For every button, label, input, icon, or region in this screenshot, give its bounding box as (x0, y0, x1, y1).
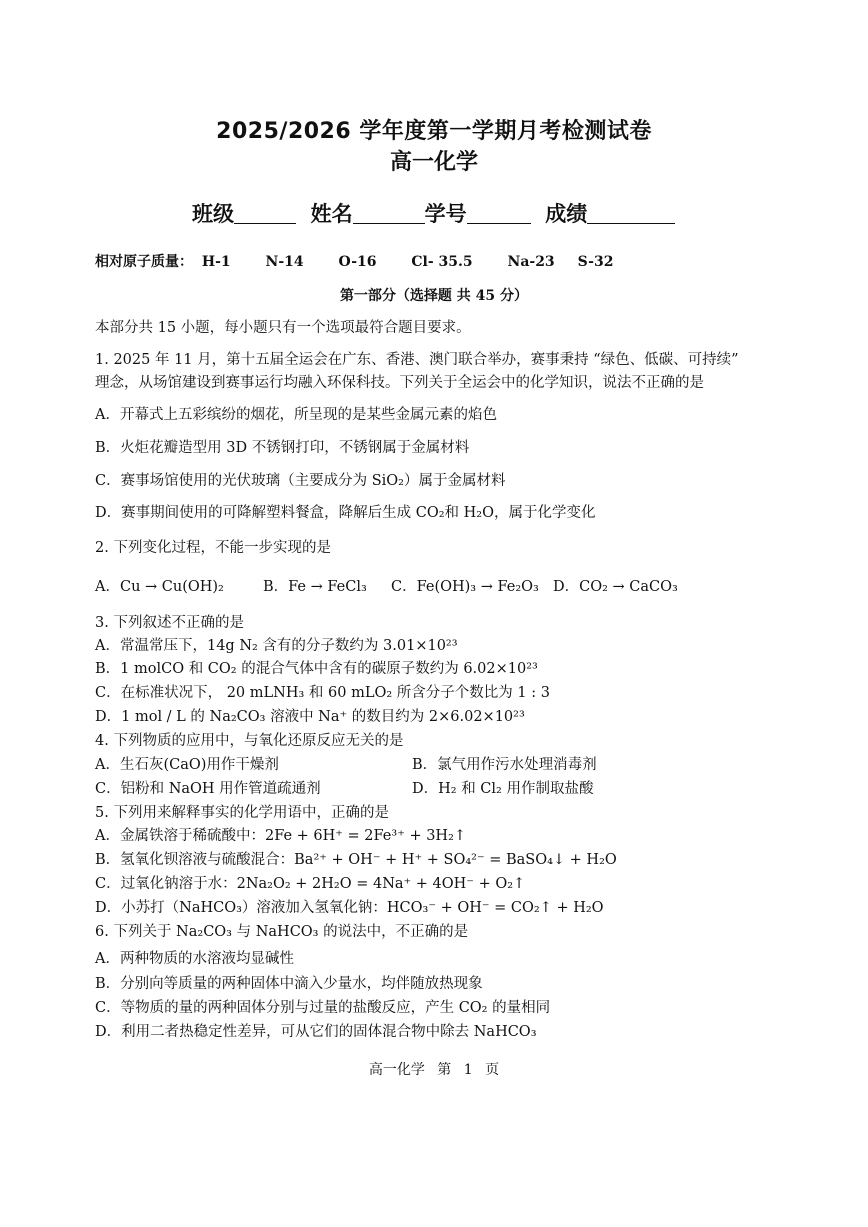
q3-option-b: B．1 molCO 和 CO₂ 的混合气体中含有的碳原子数约为 6.02×10²³ (95, 661, 538, 677)
q5-option-a: A．金属铁溶于稀硫酸中：2Fe + 6H⁺ = 2Fe³⁺ + 3H₂↑ (95, 828, 467, 844)
q3-option-a: A．常温常压下，14g N₂ 含有的分子数约为 3.01×10²³ (95, 638, 458, 654)
q1-option-a: A．开幕式上五彩缤纷的烟花，所呈现的是某些金属元素的焰色 (95, 407, 497, 423)
q4-option-c: C．铝粉和 NaOH 用作管道疏通剂 (95, 781, 321, 797)
atomic-mass-item: Na-23 (507, 254, 555, 270)
student-id-label: 学号 (424, 202, 467, 226)
name-label: 姓名 (310, 202, 353, 226)
atomic-mass-item: S-32 (577, 254, 614, 270)
atomic-masses-label: 相对原子质量： (95, 254, 193, 270)
page-footer: 高一化学 第 1 页 (368, 1062, 500, 1078)
q4-row1 (95, 755, 597, 775)
exam-subject: 高一化学 (389, 150, 478, 175)
atomic-mass-item: Cl- 35.5 (411, 254, 473, 270)
q1-option-b: B．火炬花瓣造型用 3D 不锈钢打印，不锈钢属于金属材料 (95, 440, 470, 456)
q1-option-c: C．赛事场馆使用的光伏玻璃（主要成分为 SiO₂）属于金属材料 (95, 473, 506, 489)
q2-stem: 2. 下列变化过程，不能一步实现的是 (95, 540, 331, 556)
q5-option-c: C．过氧化钠溶于水：2Na₂O₂ + 2H₂O = 4Na⁺ + 4OH⁻ + O₂↑ (95, 876, 526, 892)
q6-option-a: A．两种物质的水溶液均显碱性 (95, 951, 294, 967)
q4-row2 (95, 779, 594, 799)
q2-options (95, 577, 678, 597)
atomic-mass-item: O-16 (338, 254, 377, 270)
score-blank[interactable] (587, 201, 675, 224)
q4-stem: 4. 下列物质的应用中，与氧化还原反应无关的是 (95, 733, 404, 749)
q5-option-d: D．小苏打（NaHCO₃）溶液加入氢氧化钠：HCO₃⁻ + OH⁻ = CO₂↑ + H₂O (95, 900, 604, 916)
q5-option-b: B．氢氧化钡溶液与硫酸混合：Ba²⁺ + OH⁻ + H⁺ + SO₄²⁻ = BaSO₄↓ + H₂O (95, 852, 617, 868)
q6-stem: 6. 下列关于 Na₂CO₃ 与 NaHCO₃ 的说法中，不正确的是 (95, 924, 469, 940)
atomic-mass-item: N-14 (265, 254, 304, 270)
q4-option-a: A．生石灰(CaO)用作干燥剂 (95, 757, 279, 773)
student-info-line (192, 198, 675, 228)
atomic-masses (95, 251, 643, 271)
q1-stem-line2: 理念，从场馆建设到赛事运行均融入环保科技。下列关于全运会中的化学知识，说法不正确的是 (95, 375, 704, 391)
q1-stem-line1: 1. 2025 年 11 月，第十五届全运会在广东、香港、澳门联合举办，赛事秉持 “绿色、低碳、可持续” (95, 352, 739, 368)
q2-option-a: A．Cu → Cu(OH)₂ (95, 579, 224, 595)
score-label: 成绩 (545, 202, 588, 226)
q6-option-c: C．等物质的量的两种固体分别与过量的盐酸反应，产生 CO₂ 的量相同 (95, 1000, 551, 1016)
atomic-mass-item: H-1 (201, 254, 231, 270)
q5-stem: 5. 下列用来解释事实的化学用语中，正确的是 (95, 805, 389, 821)
name-blank[interactable] (353, 201, 425, 224)
q3-stem: 3. 下列叙述不正确的是 (95, 615, 244, 631)
part1-heading: 第一部分（选择题 共 45 分） (339, 288, 529, 304)
student-id-blank[interactable] (467, 201, 531, 224)
part1-intro: 本部分共 15 小题，每小题只有一个选项最符合题目要求。 (95, 320, 471, 336)
q2-option-b: B．Fe → FeCl₃ (263, 579, 367, 595)
class-blank[interactable] (234, 201, 296, 224)
q6-option-b: B．分别向等质量的两种固体中滴入少量水，均伴随放热现象 (95, 976, 483, 992)
q3-option-c: C．在标准状况下， 20 mLNH₃ 和 60 mLO₂ 所含分子个数比为 1 : 3 (95, 685, 550, 701)
q3-option-d: D．1 mol / L 的 Na₂CO₃ 溶液中 Na⁺ 的数目约为 2×6.02×10²³ (95, 709, 525, 725)
q4-option-b: B．氯气用作污水处理消毒剂 (412, 757, 597, 773)
exam-title: 2025/2026 学年度第一学期月考检测试卷 (216, 119, 652, 144)
q4-option-d: D．H₂ 和 Cl₂ 用作制取盐酸 (412, 781, 594, 797)
class-label: 班级 (192, 202, 234, 226)
q2-option-c: C．Fe(OH)₃ → Fe₂O₃ (391, 579, 539, 595)
q6-option-d: D．利用二者热稳定性差异，可从它们的固体混合物中除去 NaHCO₃ (95, 1024, 537, 1040)
q2-option-d: D．CO₂ → CaCO₃ (553, 579, 678, 595)
q1-option-d: D．赛事期间使用的可降解塑料餐盒，降解后生成 CO₂和 H₂O，属于化学变化 (95, 505, 596, 521)
